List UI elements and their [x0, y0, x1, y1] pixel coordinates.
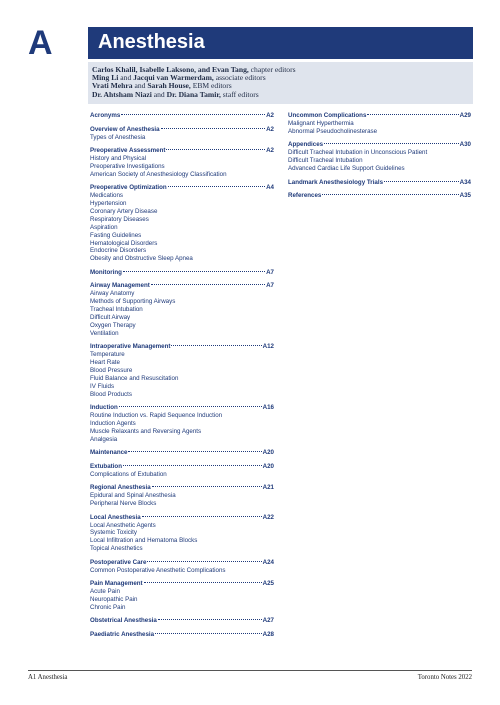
toc-section-heading[interactable]: [90, 282, 274, 290]
editor-names: Ming Li: [92, 73, 119, 83]
toc-section: [90, 269, 274, 277]
chapter-title-bar: [88, 27, 473, 59]
toc-section: [90, 282, 274, 337]
toc-section: [288, 141, 471, 173]
toc-page-number: A29: [459, 112, 471, 119]
toc-left-column: [90, 112, 274, 644]
toc-leader-dots: [147, 561, 261, 562]
toc-section: [90, 559, 274, 575]
toc-section-heading[interactable]: [90, 631, 274, 639]
toc-subsection[interactable]: Fluid Balance and Resuscitation: [90, 374, 179, 382]
toc-subsection[interactable]: Respiratory Diseases: [90, 215, 149, 223]
toc-page-number: A7: [266, 268, 274, 276]
toc-section-heading[interactable]: [90, 184, 274, 192]
toc-subsection[interactable]: American Society of Anesthesiology Classification: [90, 170, 227, 178]
toc-section-title: Paediatric Anesthesia: [90, 630, 155, 638]
footer-publication: Toronto Notes 2022: [417, 674, 472, 681]
toc-subsection[interactable]: Fasting Guidelines: [90, 231, 142, 239]
toc-section-heading[interactable]: [90, 269, 274, 277]
toc-leader-dots: [123, 271, 265, 272]
editor-role: chapter editors: [248, 65, 296, 74]
toc-subsection[interactable]: Advanced Cardiac Life Support Guidelines: [288, 165, 405, 173]
toc-page-number: A4: [266, 184, 274, 192]
toc-subsection[interactable]: Preoperative Investigations: [90, 162, 165, 170]
toc-subsection[interactable]: Topical Anesthetics: [90, 545, 143, 553]
toc-section-heading[interactable]: [90, 559, 274, 567]
toc-section-title: Acronyms: [90, 112, 121, 119]
toc-section: [90, 631, 274, 639]
toc-section-heading[interactable]: [90, 147, 274, 155]
toc-section-title: Appendices: [288, 141, 324, 149]
toc-leader-dots: [168, 186, 265, 187]
toc-section-heading[interactable]: [90, 112, 274, 120]
toc-section-heading[interactable]: [90, 463, 274, 471]
toc-subsection[interactable]: Obesity and Obstructive Sleep Apnea: [90, 255, 193, 263]
toc-subsection[interactable]: Hematological Disorders: [90, 239, 158, 247]
chapter-letter: A: [28, 24, 53, 62]
toc-subsection[interactable]: History and Physical: [90, 154, 147, 162]
toc-leader-dots: [324, 143, 459, 144]
chapter-title: Anesthesia: [98, 31, 205, 53]
toc-section-heading[interactable]: [90, 484, 274, 492]
editor-names: Jacqui van Warmerdam,: [133, 73, 214, 83]
toc-subsection[interactable]: Difficult Tracheal Intubation: [288, 157, 363, 165]
toc-section: [90, 463, 274, 479]
toc-subsection[interactable]: Peripheral Nerve Blocks: [90, 500, 157, 508]
toc-leader-dots: [155, 633, 262, 634]
editor-names: Dr. Diana Tamir,: [166, 89, 221, 99]
toc-section: [90, 580, 274, 612]
toc-subsection[interactable]: Difficult Airway: [90, 314, 131, 321]
toc-section: [90, 617, 274, 625]
toc-leader-dots: [158, 619, 262, 620]
toc-subsection[interactable]: Airway Anatomy: [90, 290, 135, 298]
toc-subsection[interactable]: Medications: [90, 192, 124, 200]
toc-page-number: A28: [262, 630, 274, 638]
toc-subsection[interactable]: Analgesia: [90, 435, 118, 443]
footer-page-label: A1 Anesthesia: [28, 674, 68, 681]
toc-section: [90, 184, 274, 263]
toc-subsection[interactable]: Aspiration: [90, 223, 118, 231]
toc-section-title: Preoperative Assessment: [90, 146, 166, 154]
toc-section: [90, 343, 274, 398]
toc-page-number: A35: [459, 192, 471, 200]
toc-section-title: Local Anesthesia: [90, 513, 141, 521]
editor-line-3: Vrati Mehra and Sarah House, EBM editors: [92, 81, 232, 91]
toc-leader-dots: [128, 451, 261, 452]
toc-leader-dots: [322, 194, 458, 195]
toc-section-title: Extubation: [90, 462, 122, 470]
toc-section-title: Intraoperative Management: [90, 343, 171, 351]
toc-section: [288, 179, 471, 187]
toc-page-number: A2: [266, 125, 274, 133]
toc-leader-dots: [142, 516, 262, 517]
toc-page-number: A21: [262, 484, 274, 492]
toc-leader-dots: [161, 128, 265, 129]
toc-subsection[interactable]: Chronic Pain: [90, 603, 126, 611]
editor-names: Sarah House,: [147, 81, 191, 91]
toc-page-number: A7: [266, 282, 274, 290]
toc-page-number: A20: [262, 462, 274, 470]
editors-box: [88, 62, 473, 104]
toc-page-number: A30: [459, 141, 471, 149]
toc-subsection[interactable]: Hypertension: [90, 200, 127, 208]
toc-page-number: A20: [262, 449, 274, 457]
toc-subsection[interactable]: Coronary Artery Disease: [90, 207, 158, 215]
toc-subsection[interactable]: Neuropathic Pain: [90, 595, 138, 603]
footer-divider: [28, 670, 472, 671]
toc-section: [288, 192, 471, 200]
toc-section-title: References: [288, 192, 322, 200]
toc-subsection[interactable]: Malignant Hyperthermia: [288, 120, 354, 127]
toc-leader-dots: [384, 181, 459, 182]
toc-section-title: Overview of Anesthesia: [90, 125, 160, 133]
toc-section: [90, 449, 274, 457]
toc-page-number: A27: [262, 617, 274, 625]
toc-subsection[interactable]: Methods of Supporting Airways: [90, 298, 176, 306]
toc-subsection[interactable]: Tracheal Intubation: [90, 306, 143, 314]
toc-subsection[interactable]: Common Postoperative Anesthetic Complications: [90, 566, 226, 574]
toc-leader-dots: [144, 582, 262, 583]
toc-subsection[interactable]: Difficult Tracheal Intubation in Unconscious Patient: [288, 149, 428, 157]
editor-names: Carlos Khalil, Isabelle Laksono, and Evan Tang,: [92, 65, 249, 74]
toc-subsection[interactable]: Ventilation: [90, 329, 119, 337]
toc-section-title: Uncommon Complications: [288, 112, 367, 119]
toc-section-title: Pain Management: [90, 580, 143, 588]
toc-section-title: Landmark Anesthesiology Trials: [288, 178, 384, 186]
toc-section: [90, 126, 274, 142]
toc-section-heading[interactable]: [288, 192, 471, 200]
toc-leader-dots: [367, 114, 458, 115]
toc-section: [90, 404, 274, 444]
toc-subsection[interactable]: Epidural and Spinal Anesthesia: [90, 492, 176, 500]
toc-subsection[interactable]: Abnormal Pseudocholinesterase: [288, 127, 378, 135]
toc-section-heading[interactable]: [90, 343, 274, 351]
toc-page-number: A25: [262, 580, 274, 588]
editor-role: staff editors: [220, 89, 259, 99]
toc-section-title: Regional Anesthesia: [90, 484, 151, 492]
toc-page-number: A24: [262, 558, 274, 566]
toc-subsection[interactable]: Induction Agents: [90, 420, 136, 428]
toc-page-number: A16: [262, 404, 274, 412]
toc-section-heading[interactable]: [288, 141, 471, 149]
toc-section-heading[interactable]: [90, 126, 274, 134]
toc-page-number: A34: [459, 178, 471, 186]
toc-leader-dots: [119, 406, 262, 407]
toc-section-title: Maintenance: [90, 449, 128, 457]
toc-subsection[interactable]: Local Infiltration and Hematoma Blocks: [90, 537, 198, 545]
toc-section-title: Obstetrical Anesthesia: [90, 617, 157, 625]
toc-section-heading[interactable]: [90, 404, 274, 412]
toc-subsection[interactable]: Complications of Extubation: [90, 470, 167, 478]
toc-section-heading[interactable]: [90, 514, 274, 522]
toc-page-number: A2: [266, 146, 274, 154]
toc-page-number: A12: [262, 343, 274, 351]
editor-names: Vrati Mehra: [92, 81, 133, 91]
toc-section: [90, 484, 274, 508]
editor-role: EBM editors: [190, 81, 232, 91]
toc-section: [288, 112, 471, 136]
toc-subsection[interactable]: Temperature: [90, 351, 125, 359]
toc-subsection[interactable]: Blood Pressure: [90, 367, 133, 375]
toc-section-heading[interactable]: [288, 112, 471, 120]
toc-section-title: Postoperative Care: [90, 558, 147, 566]
toc-section-title: Monitoring: [90, 268, 122, 276]
toc-subsection[interactable]: Local Anesthetic Agents: [90, 521, 156, 529]
toc-section-title: Induction: [90, 404, 118, 412]
toc-section-heading[interactable]: [288, 179, 471, 187]
toc-section-heading[interactable]: [90, 449, 274, 457]
toc-subsection[interactable]: Endocrine Disorders: [90, 247, 147, 255]
toc-leader-dots: [152, 486, 262, 487]
toc-leader-dots: [171, 345, 261, 346]
toc-subsection[interactable]: Oxygen Therapy: [90, 321, 136, 329]
toc-section-heading[interactable]: [90, 617, 274, 625]
editor-names: Dr. Ahtsham Niazi: [92, 89, 152, 99]
toc-subsection[interactable]: Heart Rate: [90, 359, 120, 367]
toc-section: [90, 514, 274, 554]
toc-section-title: Preoperative Optimization: [90, 184, 167, 192]
toc-subsection[interactable]: Types of Anesthesia: [90, 133, 146, 141]
toc-subsection[interactable]: IV Fluids: [90, 382, 115, 390]
toc-page-number: A22: [262, 513, 274, 521]
toc-subsection[interactable]: Blood Products: [90, 390, 132, 398]
toc-leader-dots: [123, 465, 262, 466]
toc-section-title: Airway Management: [90, 282, 150, 290]
editor-role: associate editors: [213, 73, 266, 83]
toc-subsection[interactable]: Acute Pain: [90, 588, 120, 596]
toc-subsection[interactable]: Systemic Toxicity: [90, 529, 137, 537]
toc-subsection[interactable]: Muscle Relaxants and Reversing Agents: [90, 427, 202, 435]
toc-section-heading[interactable]: [90, 580, 274, 588]
editor-line-4: Dr. Ahtsham Niazi and Dr. Diana Tamir, staff editors: [92, 89, 259, 99]
toc-section: [90, 147, 274, 179]
toc-leader-dots: [121, 114, 265, 115]
toc-section: [90, 112, 274, 120]
toc-leader-dots: [151, 284, 265, 285]
toc-page-number: A2: [266, 112, 274, 119]
editor-line-2: Ming Li and Jacqui van Warmerdam, associate editors: [92, 73, 266, 83]
toc-leader-dots: [166, 149, 265, 150]
toc-subsection[interactable]: Routine Induction vs. Rapid Sequence Induction: [90, 412, 223, 420]
toc-right-column: [288, 112, 471, 206]
